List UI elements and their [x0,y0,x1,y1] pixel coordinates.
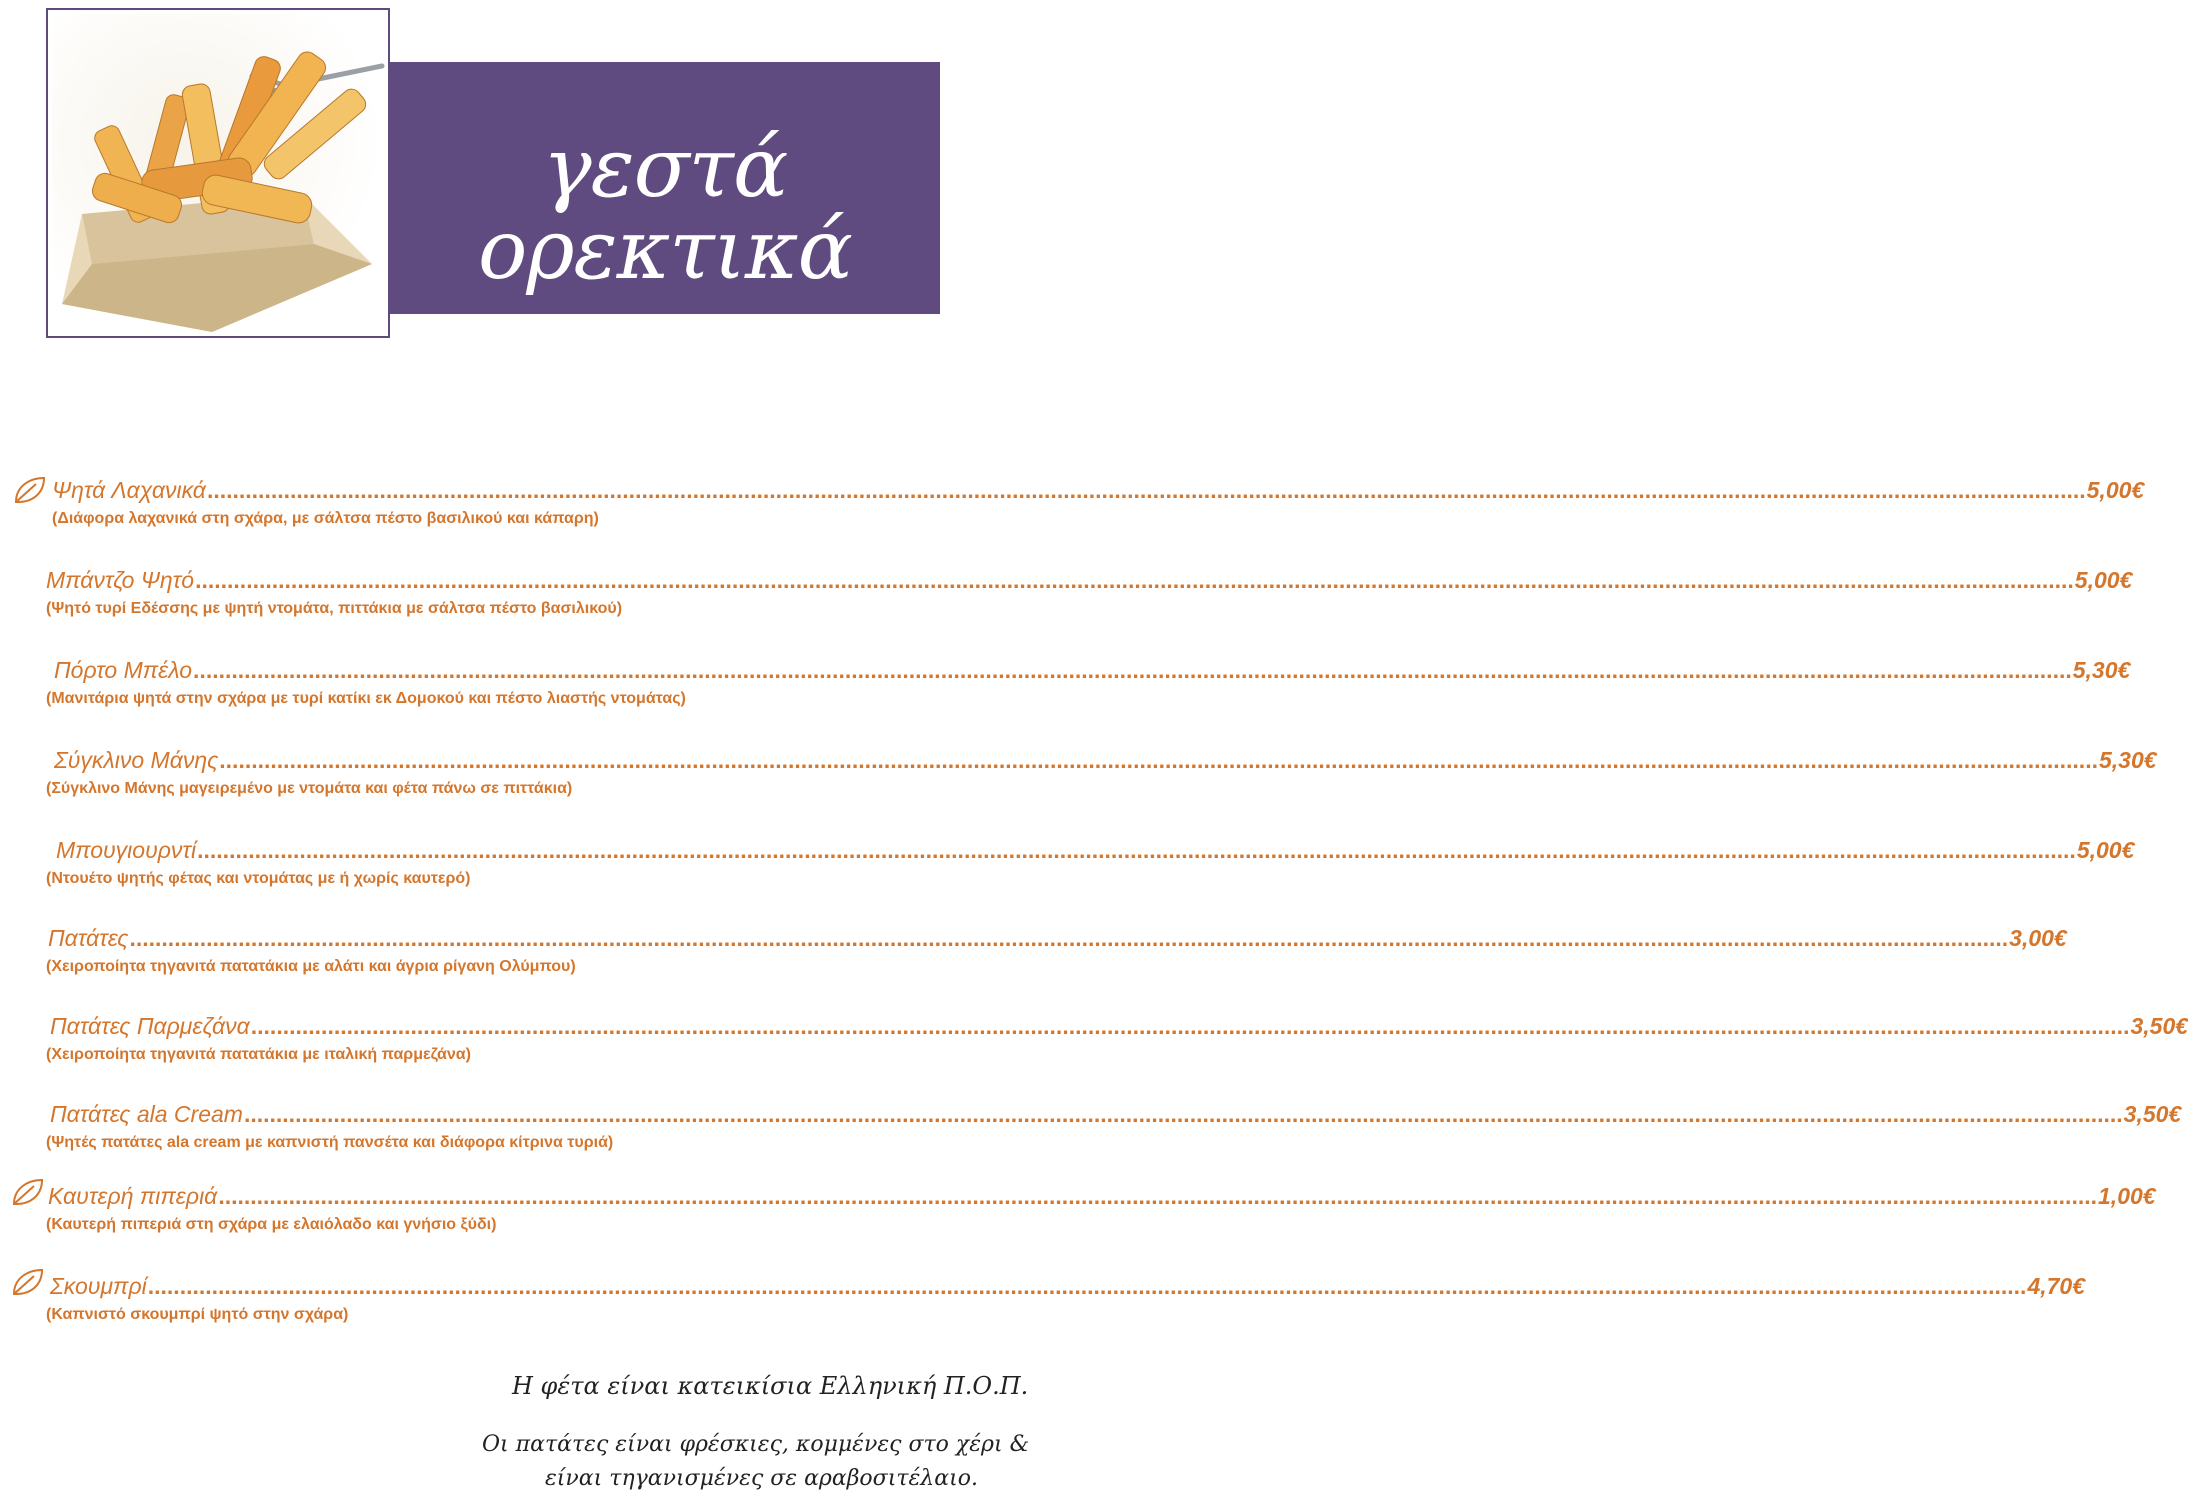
menu-item [46,836,2135,890]
menu-item [46,1182,2156,1236]
item-price: 1,00€ [2098,1183,2156,1209]
item-name: Πατάτες [48,925,129,951]
menu-item [46,1012,2188,1066]
item-name: Πατάτες Παρμεζάνα [50,1013,250,1039]
item-price: 5,30€ [2098,747,2157,773]
item-price: 3,50€ [2123,1101,2182,1127]
item-description: (Ψητές πατάτες ala cream με καπνιστή πανσέτα και διάφορα κίτρινα τυριά) [46,1134,614,1151]
item-price: 5,00€ [2076,837,2135,863]
item-price: 3,50€ [2130,1013,2188,1039]
item-name: Ψητά Λαχανικά [52,477,206,503]
item-description: (Μανιτάρια ψητά στην σχάρα με τυρί κατίκι εκ Δομοκού και πέστο λιαστής ντομάτας) [46,690,686,707]
dot-leader [218,1182,2097,1210]
item-name: Καυτερή πιπεριά [48,1183,218,1209]
menu-item [46,566,2133,620]
item-description: (Διάφορα λαχανικά στη σχάρα, με σάλτσα πέστο βασιλικού και κάπαρη) [52,510,599,527]
leaf-bullet-icon [10,1266,46,1298]
potatoes-note-line1: Οι πατάτες είναι φρέσκιες, κομμένες στο χέρι & [482,1432,1030,1457]
leaf-bullet-icon [10,1176,46,1208]
item-name: Μπουγιουρντί [56,837,197,863]
item-description: (Καυτερή πιπεριά στη σχάρα με ελαιόλαδο και γνήσιο ξύδι) [46,1216,497,1233]
item-description: (Καπνιστό σκουμπρί ψητό στην σχάρα) [46,1306,349,1323]
dot-leader [219,746,2098,774]
item-price: 4,70€ [2027,1273,2086,1299]
item-price: 5,00€ [2086,477,2145,503]
leaf-bullet-icon [12,474,48,506]
item-price: 3,00€ [2009,925,2067,951]
item-description: (Χειροποίητα τηγανιτά πατατάκια με αλάτι και άγρια ρίγανη Ολύμπου) [46,958,576,975]
fries-illustration [52,14,384,332]
page-title: γεστά ορεκτικά [477,121,852,298]
menu-item [46,656,2131,710]
item-description: (Σύγκλινο Μάνης μαγειρεμένο με ντομάτα και φέτα πάνω σε πιττάκια) [46,780,573,797]
potatoes-note-line2: είναι τηγανισμένες σε αραβοσιτέλαιο. [545,1466,978,1491]
item-name: Σύγκλινο Μάνης [54,747,219,773]
item-description: (Ψητό τυρί Εδέσσης με ψητή ντομάτα, πιττάκια με σάλτσα πέστο βασιλικού) [46,600,623,617]
menu-item [46,1272,2086,1326]
item-name: Πόρτο Μπέλο [54,657,193,683]
menu-item [46,1100,2182,1154]
menu-item [46,924,2067,978]
menu-item [46,746,2157,800]
item-description: (Χειροποίητα τηγανιτά πατατάκια με ιταλική παρμεζάνα) [46,1046,471,1063]
item-price: 5,30€ [2072,657,2131,683]
fries-photo [52,14,384,332]
dot-leader [193,656,2072,684]
dot-leader [207,476,2086,504]
item-name: Μπάντζο Ψητό [46,567,195,593]
dot-leader [148,1272,2027,1300]
menu-item [52,476,2145,530]
food-photo-frame [46,8,390,338]
item-name: Σκουμπρί [50,1273,147,1299]
title-banner [390,62,940,314]
dot-leader [195,566,2074,594]
dot-leader [197,836,2076,864]
dot-leader [129,924,2008,952]
dot-leader [244,1100,2123,1128]
feta-note: Η φέτα είναι κατεικίσια Ελληνική Π.Ο.Π. [512,1372,1029,1400]
item-description: (Ντουέτο ψητής φέτας και ντομάτας με ή χωρίς καυτερό) [46,870,471,887]
item-price: 5,00€ [2074,567,2133,593]
dot-leader [251,1012,2130,1040]
item-name: Πατάτες ala Cream [50,1101,243,1127]
